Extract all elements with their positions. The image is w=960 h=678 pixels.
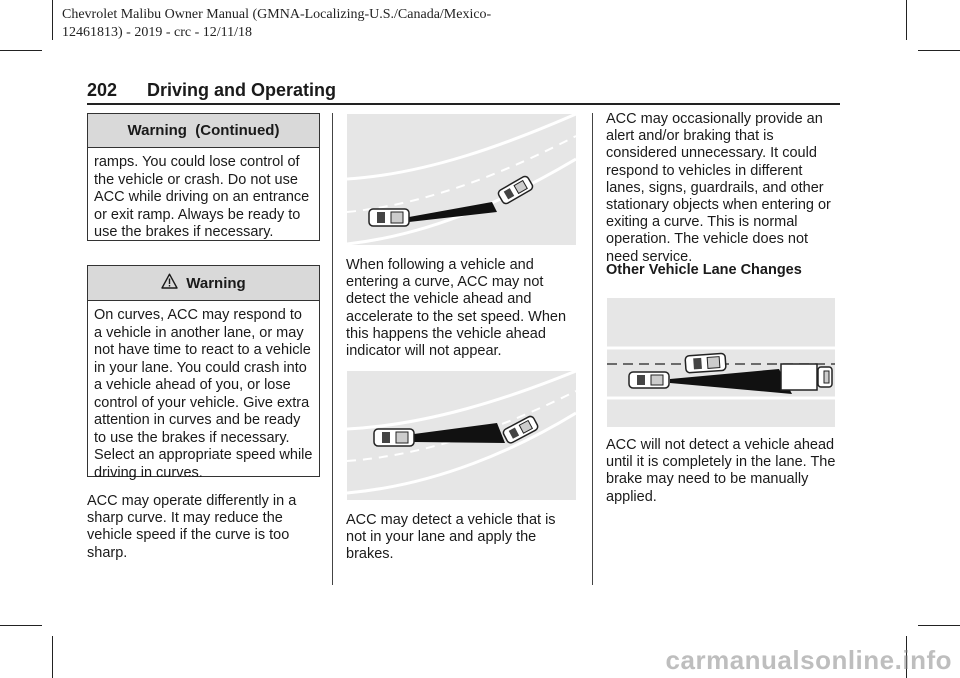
warning-body: On curves, ACC may respond to a vehicle in another lane, or may not have time to react to a vehicle in your lane. You could crash into a vehicle ahead of you, or lose control of your vehicle. Give extra attention in curves and be ready to use the brakes if necessary. Select an appropriate speed while driving in curves. (94, 307, 313, 481)
page-heading (87, 80, 336, 101)
adjacent-vehicle-icon (502, 415, 539, 444)
watermark: carmanualsonline.info (665, 645, 952, 675)
warning-continued-body: ramps. You could lose control of the vehicle or crash. Do not use ACC while driving on an entrance or exit ramp. Always be ready to use the brakes if necessary. (94, 154, 310, 240)
page-number: 202 (87, 80, 118, 100)
unnecessary-alert-paragraph: ACC may occasionally provide an alert and/or braking that is considered unnecessary. It could respond to vehicles in different lanes, signs, guardrails, and other stationary objects when entering or exiting a curve. This is normal operation. The vehicle does not need service. (606, 111, 831, 265)
warning-triangle-icon (161, 273, 178, 293)
warning-continued-title: Warning (Continued) (127, 122, 280, 139)
lane-changes-subheading: Other Vehicle Lane Changes (606, 262, 802, 278)
warning-header (88, 266, 319, 301)
running-header-line1: Chevrolet Malibu Owner Manual (GMNA-Localizing-U.S./Canada/Mexico- (62, 7, 492, 22)
warning-title: Warning (186, 274, 246, 292)
curve-paragraph: ACC may operate differently in a sharp curve. It may reduce the vehicle speed if the curve is too sharp. (87, 493, 297, 561)
crop-mark (918, 50, 960, 51)
own-vehicle-icon (369, 209, 409, 226)
figure-lane-change (607, 298, 835, 427)
crop-mark (918, 625, 960, 626)
heading-rule (87, 103, 840, 105)
lane-change-paragraph: ACC will not detect a vehicle ahead until it is completely in the lane. The brake may need to be manually applied. (606, 437, 836, 505)
section-title: Driving and Operating (147, 80, 337, 100)
merging-vehicle-icon (685, 353, 726, 373)
crop-mark (906, 0, 907, 40)
warning-continued-box (87, 113, 320, 241)
column-divider (592, 113, 593, 585)
crop-mark (52, 636, 53, 678)
figure-curve-other-lane (347, 371, 576, 500)
own-vehicle-icon (374, 429, 414, 446)
own-vehicle-icon (629, 372, 669, 388)
crop-mark (52, 0, 53, 40)
figure-curve-following (347, 114, 576, 245)
column-divider (332, 113, 333, 585)
crop-mark (0, 625, 42, 626)
caption-curve-following: When following a vehicle and entering a curve, ACC may not detect the vehicle ahead and accelerate to the set speed. When this happens the vehicle ahead indicator will not appear. (346, 257, 567, 360)
warning-box (87, 265, 320, 481)
warning-continued-header (88, 114, 319, 148)
running-header (62, 6, 562, 42)
lead-vehicle-icon (497, 175, 534, 205)
crop-mark (0, 50, 42, 51)
caption-curve-other-lane: ACC may detect a vehicle that is not in your lane and apply the brakes. (346, 512, 556, 563)
truck-icon (781, 364, 832, 390)
running-header-line2: 12461813) - 2019 - crc - 12/11/18 (62, 25, 252, 40)
